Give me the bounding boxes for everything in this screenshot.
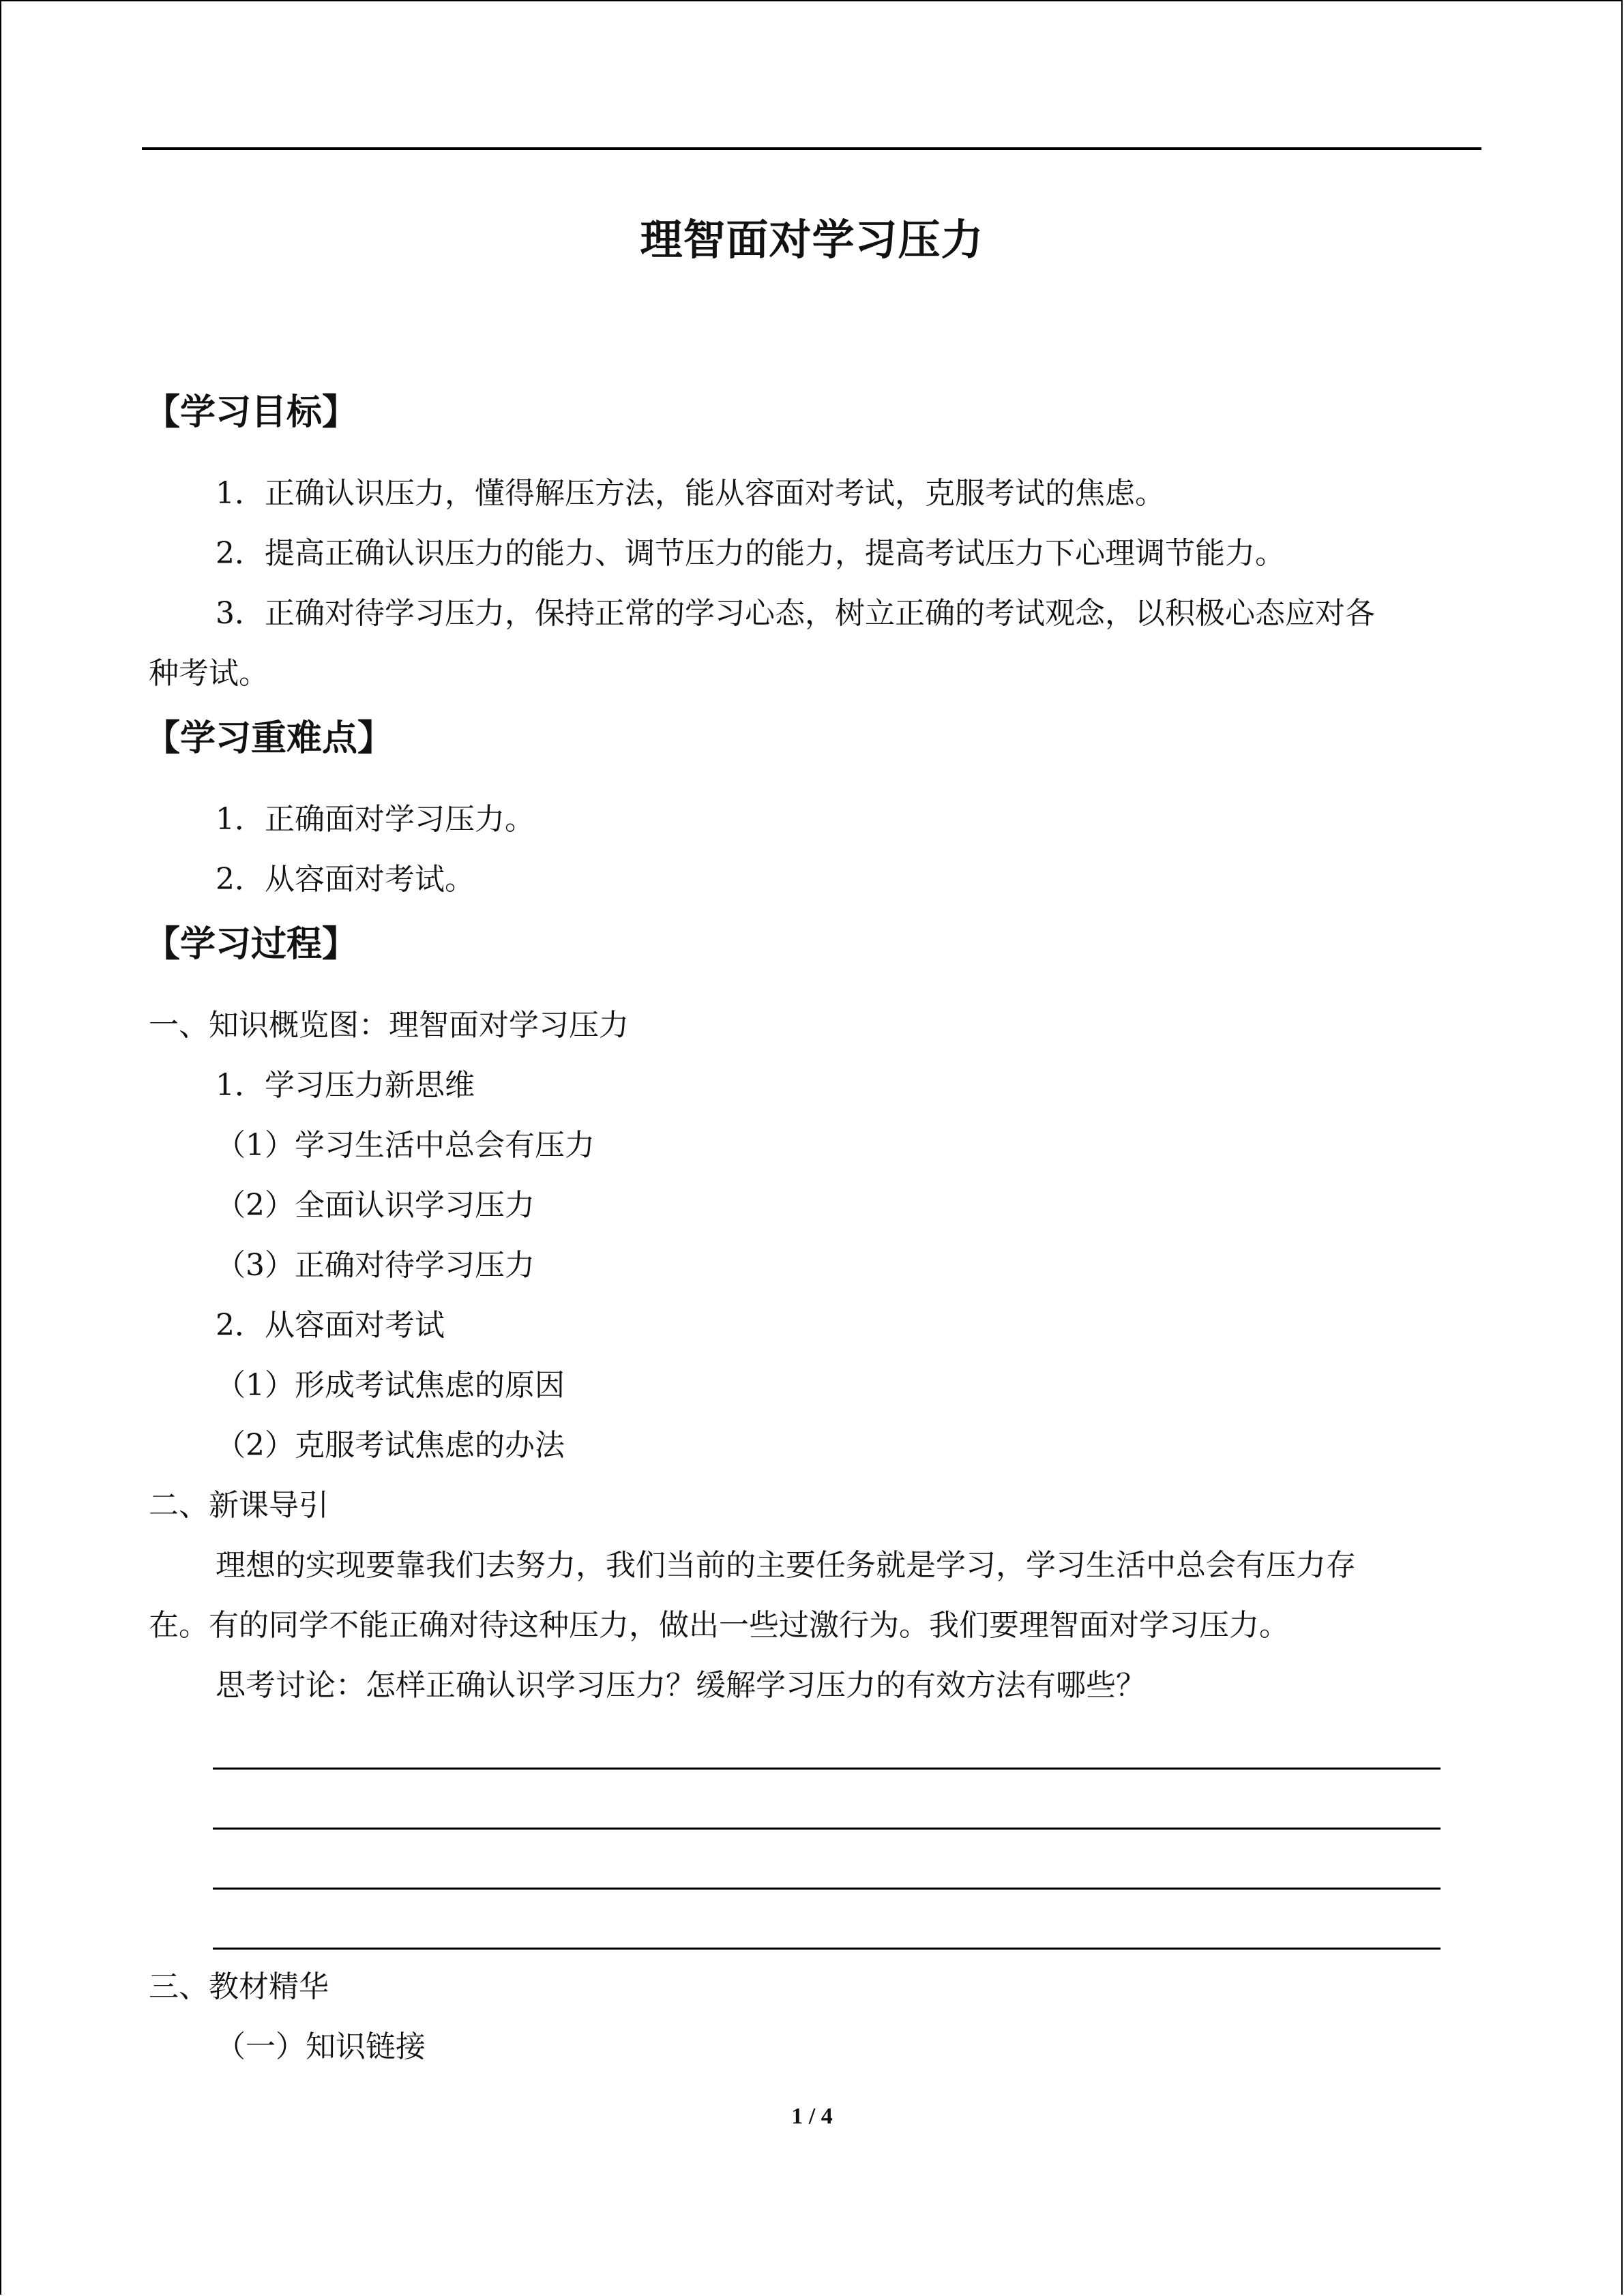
answer-line-4[interactable]: [213, 1948, 1441, 1950]
overview-item-1-1: （1）学习生活中总会有压力: [216, 1128, 595, 1163]
answer-line-2[interactable]: [213, 1828, 1441, 1830]
answer-line-3[interactable]: [213, 1888, 1441, 1890]
intro-paragraph-line-2: 在。有的同学不能正确对待这种压力，做出一些过激行为。我们要理智面对学习压力。: [149, 1608, 1289, 1643]
discussion-question: 思考讨论：怎样正确认识学习压力？缓解学习压力的有效方法有哪些？: [216, 1668, 1146, 1703]
page-title: 理智面对学习压力: [640, 215, 984, 265]
key-point-item-1: 1．正确面对学习压力。: [216, 802, 535, 837]
header-rule: [142, 147, 1481, 150]
section-heading-goals: 【学习目标】: [145, 392, 358, 433]
overview-item-1: 1．学习压力新思维: [216, 1068, 475, 1103]
goal-item-1: 1．正确认识压力，懂得解压方法，能从容面对考试，克服考试的焦虑。: [216, 476, 1165, 511]
overview-item-1-2: （2）全面认识学习压力: [216, 1188, 535, 1223]
key-point-item-2: 2．从容面对考试。: [216, 862, 475, 897]
knowledge-link-title: （一）知识链接: [216, 2029, 426, 2064]
intro-paragraph-line-1: 理想的实现要靠我们去努力，我们当前的主要任务就是学习，学习生活中总会有压力存: [216, 1548, 1356, 1583]
goal-item-2: 2．提高正确认识压力的能力、调节压力的能力，提高考试压力下心理调节能力。: [216, 536, 1285, 571]
goal-item-3-continued: 种考试。: [149, 656, 269, 691]
goal-item-3: 3．正确对待学习压力，保持正常的学习心态，树立正确的考试观念，以积极心态应对各: [216, 596, 1375, 631]
section-heading-key-points: 【学习重难点】: [145, 718, 394, 759]
section-heading-process: 【学习过程】: [145, 924, 358, 965]
overview-item-2-2: （2）克服考试焦虑的办法: [216, 1428, 565, 1463]
answer-line-1[interactable]: [213, 1768, 1441, 1770]
overview-item-2-1: （1）形成考试焦虑的原因: [216, 1368, 565, 1403]
intro-title: 二、新课导引: [149, 1488, 329, 1523]
overview-item-2: 2．从容面对考试: [216, 1308, 445, 1343]
page-number: 1 / 4: [791, 2104, 833, 2129]
overview-title: 一、知识概览图：理智面对学习压力: [149, 1008, 629, 1043]
textbook-title: 三、教材精华: [149, 1969, 329, 2004]
overview-item-1-3: （3）正确对待学习压力: [216, 1248, 535, 1283]
